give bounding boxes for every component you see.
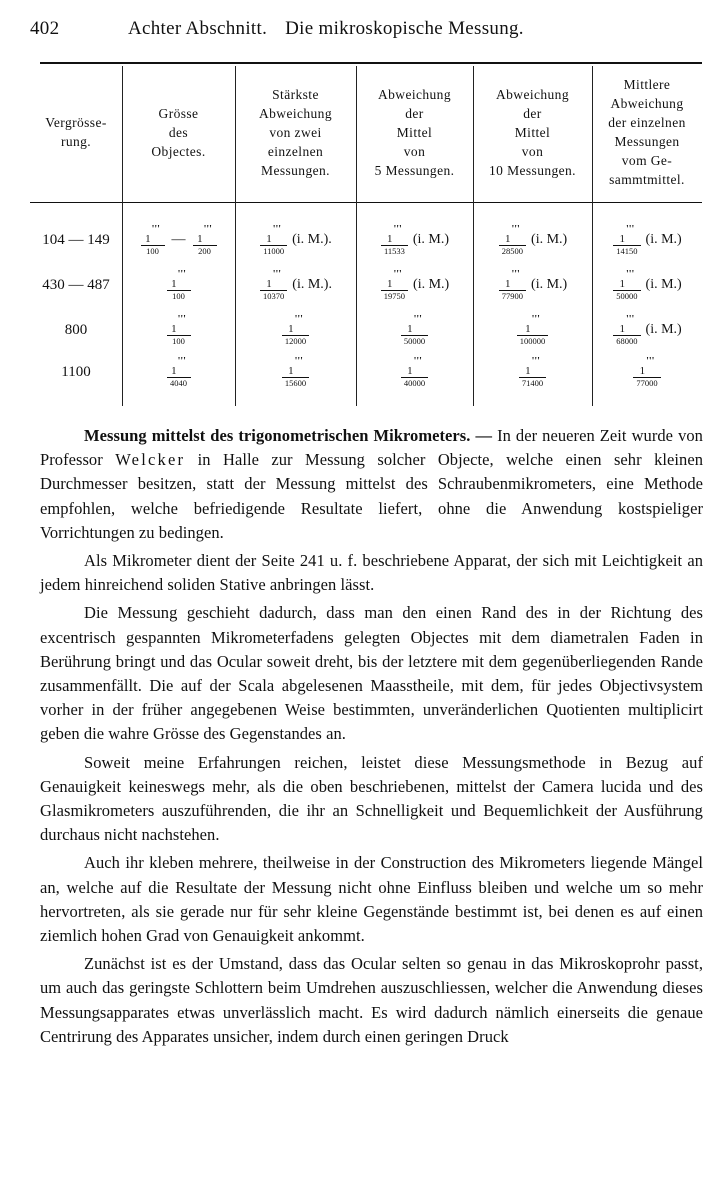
table-row (30, 267, 702, 303)
fraction: $\frac{1'''}{11533}$ (381, 224, 408, 256)
mean-deviation-cell (592, 354, 702, 390)
max-deviation-cell (235, 354, 356, 390)
magnification-cell: 430 — 487 (42, 276, 110, 293)
fraction: $\frac{1'''}{200}$ (193, 224, 217, 256)
table-row (30, 312, 702, 348)
column-header: Stärkste Abweichung von zwei einzelnen Messungen. (259, 86, 332, 178)
mean-5-cell (356, 354, 473, 390)
magnification-cell: 1100 (61, 363, 91, 380)
fraction: $\frac{1'''}{100}$ (167, 269, 191, 301)
fraction: $\frac{1'''}{28500}$ (499, 224, 526, 256)
fraction: $\frac{1'''}{19750}$ (381, 269, 408, 301)
header-title (128, 18, 524, 40)
mean-5-cell: $\frac{1'''}{11533}$ (i. M.) (356, 222, 473, 258)
mean-10-cell (473, 312, 592, 348)
fraction: $\frac{1'''}{4040}$ (167, 356, 191, 388)
column-header: Grösse des Objectes. (151, 105, 206, 159)
table-header-rule (30, 202, 702, 203)
paragraph-6: Zunächst ist es der Umstand, dass das Ocular selten so genau in das Mikroskoprohr passt, um auch das geringste Schlottern beim Umdrehen auszuschliessen, welcher die Anwendung dieses Messungsapparates etwas unverlässlich macht. Es wird dadurch nämlich einerseits die genaue Centrirung des Apparates unsicher, indem durch einen geringen Druck (40, 954, 703, 1046)
fraction: $\frac{1'''}{11000}$ (260, 224, 287, 256)
object-size-cell (122, 354, 235, 390)
mean-10-cell: $\frac{1'''}{77900}$ (i. M.) (473, 267, 592, 303)
running-header (30, 18, 690, 48)
paragraph-4: Soweit meine Erfahrungen reichen, leistet diese Messungsmethode in Bezug auf Genauigkeit keineswegs mehr, als die oben beschriebenen, mittelst der Camera lucida und des Glasmikrometers auszuführenden, die ihr an Schnelligkeit und Bequemlichkeit der Ausführung durchaus nicht nachstehen. (40, 752, 703, 845)
max-deviation-cell: $\frac{1'''}{11000}$ (i. M.). (235, 222, 356, 258)
mean-5-cell (356, 312, 473, 348)
author-name: Welcker (115, 450, 186, 470)
mean-10-cell: $\frac{1'''}{28500}$ (i. M.) (473, 222, 592, 258)
mean-5-cell: $\frac{1'''}{19750}$ (i. M.) (356, 267, 473, 303)
fraction: $\frac{1'''}{50000}$ (613, 269, 640, 301)
object-size-cell (122, 312, 235, 348)
fraction: $\frac{1'''}{100}$ (167, 314, 191, 346)
mean-deviation-cell: $\frac{1'''}{68000}$ (i. M.) (592, 312, 702, 348)
mean-10-cell (473, 354, 592, 390)
mean-deviation-cell: $\frac{1'''}{50000}$ (i. M.) (592, 267, 702, 303)
max-deviation-cell: $\frac{1'''}{10370}$ (i. M.). (235, 267, 356, 303)
paragraph-3: Die Messung geschieht dadurch, dass man den einen Rand des in der Richtung des excentrisch gespannten Mikrometerfadens gelegten Objectes mit dem diametralen Faden in Berührung bringt und das Ocular soweit dreht, bis der letztere mit dem gegenüberliegenden Rande zusammenfällt. Die auf der Scala abgelesenen Maasstheile, mit dem, für jedes Objectivsystem vorher in der früher angegebenen Weise bestimmten, unveränderlichen Quotienten multiplicirt geben die wahre Grösse des Gegenstandes an. (40, 603, 703, 744)
mean-deviation-cell: $\frac{1'''}{14150}$ (i. M.) (592, 222, 702, 258)
fraction: $\frac{1'''}{40000}$ (401, 356, 428, 388)
fraction: $\frac{1'''}{77000}$ (633, 356, 660, 388)
fraction: $\frac{1'''}{100000}$ (517, 314, 549, 346)
magnification-cell: 800 (64, 321, 88, 338)
header-chapter-title: Die mikroskopische Messung. (285, 18, 524, 39)
table-top-rule (40, 62, 702, 64)
fraction: $\frac{1'''}{100}$ (141, 224, 165, 256)
table-row (30, 354, 702, 390)
body-text (40, 424, 703, 1053)
column-header: Vergrösse- rung. (45, 115, 107, 149)
paragraph-1-part-b: in Halle zur Messung solcher Objecte, welche einen sehr kleinen Durchmesser besitzen, statt der Messung mittelst des Schraubenmikrometers, eine Methode empfohlen, welche befriedigende Resultate liefert, ohne die Anwendung kostspieliger Vorrichtungen zu bedingen. (40, 450, 703, 542)
column-header: Abweichung der Mittel von 10 Messungen. (489, 86, 576, 178)
column-header: Mittlere Abweichung der einzelnen Messungen vom Ge- sammtmittel. (608, 77, 686, 187)
paragraph-1-part-a: In der neueren Zeit wurde von Professor (40, 426, 703, 470)
section-heading: Messung mittelst des trigonometrischen Mikrometers. — (84, 426, 493, 445)
fraction: $\frac{1'''}{77900}$ (499, 269, 526, 301)
max-deviation-cell (235, 312, 356, 348)
fraction: $\frac{1'''}{71400}$ (519, 356, 546, 388)
fraction: $\frac{1'''}{12000}$ (282, 314, 309, 346)
object-size-cell (122, 267, 235, 303)
page-number: 402 (30, 18, 60, 39)
fraction: $\frac{1'''}{10370}$ (260, 269, 287, 301)
table-row (30, 222, 702, 258)
fraction: $\frac{1'''}{14150}$ (613, 224, 640, 256)
header-section: Achter Abschnitt. (128, 18, 268, 39)
fraction: $\frac{1'''}{15600}$ (282, 356, 309, 388)
fraction: $\frac{1'''}{50000}$ (401, 314, 428, 346)
magnification-cell: 104 — 149 (42, 231, 110, 248)
paragraph-2: Als Mikrometer dient der Seite 241 u. f. beschriebene Apparat, der sich mit Leichtigkeit an jedem hinreichend soliden Stative anbringen lässt. (40, 551, 703, 595)
paragraph-1 (40, 424, 703, 545)
object-size-cell: $\frac{1'''}{100}$ — $\frac{1'''}{200}$ (122, 222, 235, 258)
column-header: Abweichung der Mittel von 5 Messungen. (374, 86, 455, 178)
paragraph-5: Auch ihr kleben mehrere, theilweise in der Construction des Mikrometers liegende Mängel an, welche auf die Resultate der Messung nicht ohne Einfluss bleiben und welche um so mehr hervortreten, als sie gerade nur für sehr kleine Gegenstände bestimmt ist, bei denen es auf einen ziemlich hohen Grad von Genauigkeit ankommt. (40, 853, 703, 946)
fraction: $\frac{1'''}{68000}$ (613, 314, 640, 346)
